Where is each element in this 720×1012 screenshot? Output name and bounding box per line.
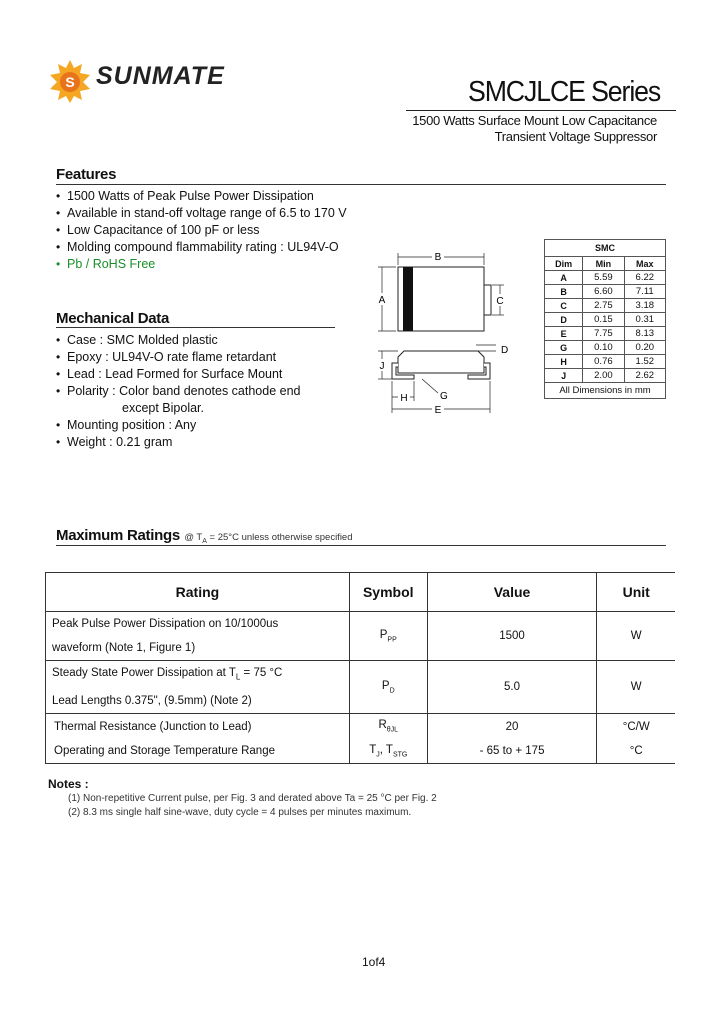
list-item: • Case : SMC Molded plastic <box>56 332 301 349</box>
symbol-sub: J <box>376 751 380 759</box>
value-cell: - 65 to + 175 <box>427 739 597 764</box>
table-row <box>545 341 666 355</box>
symbol-text: P <box>379 628 388 641</box>
list-item: • Polarity : Color band denotes cathode end <box>56 383 301 400</box>
symbol-text: R <box>378 719 387 732</box>
unit-header: Unit <box>597 573 675 612</box>
dim-label-g: G <box>440 391 448 402</box>
symbol-cell <box>349 661 427 714</box>
table-cell: 0.76 <box>583 355 624 369</box>
max-ratings-rule <box>56 545 666 546</box>
dim-label-e: E <box>434 405 442 416</box>
rating-text: Lead Lengths 0.375", (9.5mm) (Note 2) <box>52 695 252 708</box>
table-cell: 8.13 <box>624 327 665 341</box>
unit-cell: °C <box>597 739 675 764</box>
table-cell: 7.11 <box>624 285 665 299</box>
table-cell: C <box>545 299 583 313</box>
table-row <box>545 355 666 369</box>
mechanical-list <box>56 332 301 451</box>
list-item: • Low Capacitance of 100 pF or less <box>56 222 347 239</box>
list-item: • Available in stand-off voltage range of 6.5 to 170 V <box>56 205 347 222</box>
rating-cell <box>46 661 350 714</box>
sun-logo-icon <box>48 58 92 104</box>
table-cell: 6.22 <box>624 271 665 285</box>
features-rule <box>56 184 666 185</box>
condition-prefix: @ T <box>184 532 203 543</box>
rating-cell: Thermal Resistance (Junction to Lead) <box>46 714 350 739</box>
series-title: SMCJLCE Series <box>468 76 661 108</box>
symbol-text: P <box>381 680 390 692</box>
dim-label-j: J <box>379 361 385 372</box>
table-cell: 2.00 <box>583 369 624 383</box>
symbol-text: , T <box>379 743 393 756</box>
symbol-cell <box>349 714 427 739</box>
symbol-text: T <box>369 743 377 756</box>
table-cell: 2.62 <box>624 369 665 383</box>
table-cell: H <box>545 355 583 369</box>
dim-label-c: C <box>496 296 504 307</box>
symbol-cell <box>349 739 427 764</box>
table-row <box>545 369 666 383</box>
value-cell: 5.0 <box>427 661 597 714</box>
unit-cell: W <box>597 612 675 661</box>
dim-table-header: Max <box>624 257 665 271</box>
table-cell: 7.75 <box>583 327 624 341</box>
list-item: • Epoxy : UL94V-O rate flame retardant <box>56 349 301 366</box>
symbol-sub: D <box>389 687 395 695</box>
dim-table-header: Dim <box>545 257 583 271</box>
table-cell: A <box>545 271 583 285</box>
condition-rest: = 25°C unless otherwise specified <box>206 532 353 543</box>
table-row <box>545 299 666 313</box>
rating-text: waveform (Note 1, Figure 1) <box>52 642 196 654</box>
table-cell: 6.60 <box>583 285 624 299</box>
rating-text: = 75 °C <box>240 667 283 679</box>
table-cell: 0.31 <box>624 313 665 327</box>
table-cell: 3.18 <box>624 299 665 313</box>
dim-label-h: H <box>400 393 408 404</box>
list-item-rohs: • Pb / RoHS Free <box>56 256 347 273</box>
dimension-table <box>544 239 666 399</box>
max-ratings-table <box>45 572 675 764</box>
table-row <box>46 661 676 714</box>
table-cell: 5.59 <box>583 271 624 285</box>
page-number: 1of4 <box>362 955 386 969</box>
table-row <box>545 285 666 299</box>
dim-table-footer: All Dimensions in mm <box>545 383 666 399</box>
unit-cell: W <box>597 661 675 714</box>
rating-text: Steady State Power Dissipation at T <box>52 667 236 679</box>
table-row <box>46 739 676 764</box>
table-cell: G <box>545 341 583 355</box>
features-title: Features <box>56 166 117 183</box>
rating-cell: Operating and Storage Temperature Range <box>54 745 275 758</box>
mechanical-rule <box>56 327 335 328</box>
symbol-sub: STG <box>392 751 408 759</box>
list-item: • Weight : 0.21 gram <box>56 434 301 451</box>
symbol-sub: PP <box>387 636 397 644</box>
max-ratings-heading <box>56 527 353 545</box>
table-cell: 0.20 <box>624 341 665 355</box>
table-cell: 0.15 <box>583 313 624 327</box>
max-ratings-title: Maximum Ratings <box>56 527 180 544</box>
value-header: Value <box>427 573 597 612</box>
subtitle-line-2: Transient Voltage Suppressor <box>494 129 657 144</box>
note-2: (2) 8.3 ms single half sine-wave, duty cycle = 4 pulses per minutes maximum. <box>68 807 412 818</box>
title-rule <box>406 110 676 111</box>
brand-name: SUNMATE <box>96 62 225 90</box>
rating-header: Rating <box>175 584 220 600</box>
symbol-header: Symbol <box>349 573 427 612</box>
subtitle-line-1: 1500 Watts Surface Mount Low Capacitance <box>412 113 657 128</box>
rating-sub: L <box>235 672 241 682</box>
table-row <box>545 327 666 341</box>
rating-text: Peak Pulse Power Dissipation on 10/1000us <box>52 618 279 630</box>
mechanical-title: Mechanical Data <box>56 310 170 327</box>
dim-label-a: A <box>378 295 386 306</box>
table-cell: E <box>545 327 583 341</box>
symbol-cell <box>349 612 427 661</box>
notes-title: Notes : <box>48 777 89 791</box>
table-cell: J <box>545 369 583 383</box>
value-cell: 20 <box>427 714 597 739</box>
package-diagram <box>368 245 528 420</box>
symbol-sub: θJL <box>386 726 399 734</box>
table-cell: B <box>545 285 583 299</box>
note-1: (1) Non-repetitive Current pulse, per Fig. 3 and derated above Ta = 25 °C per Fig. 2 <box>68 793 437 804</box>
table-cell: 1.52 <box>624 355 665 369</box>
list-item: • Molding compound flammability rating : UL94V-O <box>56 239 347 256</box>
unit-cell: °C/W <box>597 714 675 739</box>
table-cell: 0.10 <box>583 341 624 355</box>
dim-label-d: D <box>501 345 509 356</box>
features-list <box>56 188 347 273</box>
value-cell: 1500 <box>427 612 597 661</box>
dim-table-header: Min <box>583 257 624 271</box>
dim-table-package: SMC <box>545 240 666 257</box>
svg-text:S: S <box>65 74 75 90</box>
list-item: • Lead : Lead Formed for Surface Mount <box>56 366 301 383</box>
rating-cell <box>46 612 350 661</box>
table-row <box>46 612 676 661</box>
table-cell: 2.75 <box>583 299 624 313</box>
table-row <box>545 313 666 327</box>
table-row <box>46 714 676 739</box>
list-item: • 1500 Watts of Peak Pulse Power Dissipation <box>56 188 347 205</box>
table-cell: D <box>545 313 583 327</box>
dim-label-b: B <box>434 252 442 263</box>
list-item: • Mounting position : Any <box>56 417 301 434</box>
list-item: except Bipolar. <box>122 401 204 415</box>
table-row <box>545 271 666 285</box>
condition-sub: A <box>202 537 207 545</box>
